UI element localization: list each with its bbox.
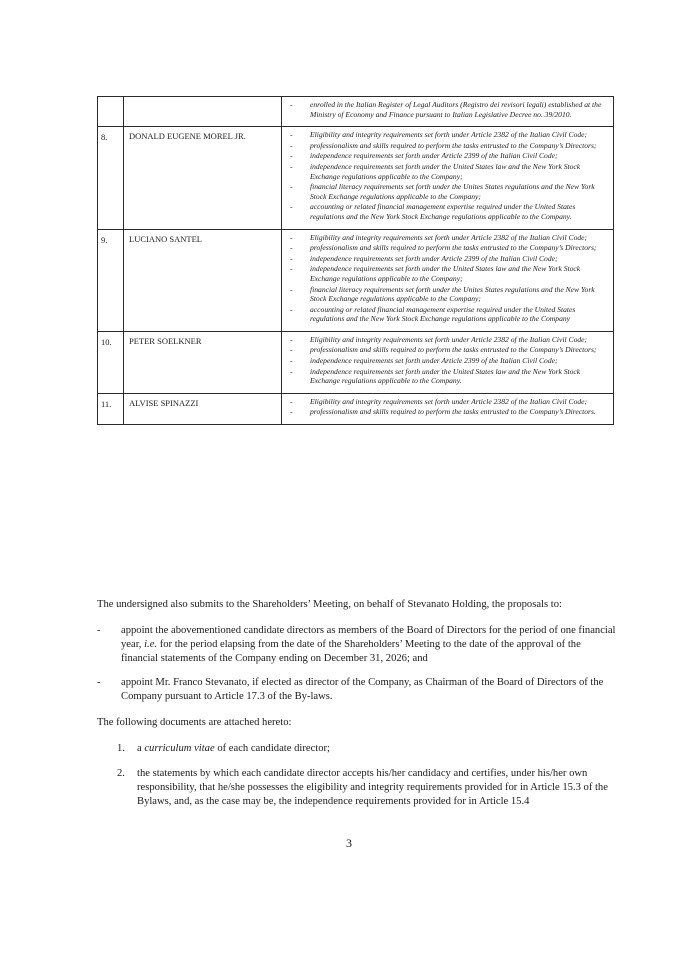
requirement-text: Eligibility and integrity requirements set forth under Article 2382 of the Italian Civil Code; <box>310 396 588 406</box>
proposal-bullet-2 <box>97 676 619 704</box>
requirement-item <box>286 182 606 201</box>
requirement-dash: - <box>290 396 293 406</box>
bullet-1-part-b: for the period elapsing from the date of the Shareholders’ Meeting to the date of the approval of the financial statements of the Company ending on December 31, 2026; and <box>121 639 581 665</box>
candidate-number: 9. <box>98 229 124 331</box>
requirement-text: accounting or related financial management expertise required under the United States regulations and the New York Stock Exchange regulations applicable to the Company. <box>310 202 576 221</box>
attachment-item-number: 1. <box>117 743 125 754</box>
requirement-dash: - <box>290 100 293 109</box>
requirement-text: professionalism and skills required to perform the tasks entrusted to the Company’s Directors; <box>310 140 597 150</box>
requirement-text: accounting or related financial management expertise required under the United States regulations and the New York Stock Exchange regulations applicable to the Company <box>310 304 576 324</box>
requirement-item <box>286 285 606 304</box>
requirement-dash: - <box>290 151 293 161</box>
requirement-text: professionalism and skills required to perform the tasks entrusted to the Company’s Directors; <box>310 243 597 253</box>
attachment-item-2 <box>97 767 619 810</box>
attachment-item-1-text <box>137 742 619 756</box>
requirement-item <box>286 100 606 119</box>
requirement-text: independence requirements set forth under the United States law and the New York Stock Exchange regulations applicable to the Company; <box>310 161 581 181</box>
requirement-dash: - <box>290 202 293 212</box>
bullet-dash: - <box>97 625 101 636</box>
requirement-dash: - <box>290 253 293 263</box>
proposal-intro: The undersigned also submits to the Shareholders’ Meeting, on behalf of Stevanato Holding, the proposals to: <box>97 599 562 610</box>
candidate-requirements <box>282 331 614 393</box>
requirement-item <box>286 335 606 345</box>
requirement-item <box>286 264 606 283</box>
requirement-item <box>286 254 606 264</box>
bullet-1-ie: i.e. <box>144 639 158 651</box>
proposal-bullet-2-text: appoint Mr. Franco Stevanato, if elected as director of the Company, as Chairman of the Board of Directors of the Company pursuant to Article 17.3 of the By-laws. <box>121 677 604 703</box>
requirement-dash: - <box>290 182 293 192</box>
candidate-row <box>98 393 614 424</box>
bullet-1-part-a: appoint the abovementioned candidate directors as members of the Board of Directors for the period of one financial year, <box>121 625 616 651</box>
requirements-list <box>286 130 606 221</box>
requirement-item <box>286 367 606 386</box>
requirement-text: independence requirements set forth under Article 2399 of the Italian Civil Code; <box>310 151 558 161</box>
candidate-number: 10. <box>98 331 124 393</box>
requirement-text: professionalism and skills required to perform the tasks entrusted to the Company’s Directors; <box>310 345 597 355</box>
requirement-text: Eligibility and integrity requirements set forth under Article 2382 of the Italian Civil Code; <box>310 130 588 140</box>
attachments-intro: The following documents are attached hereto: <box>97 717 292 728</box>
candidate-row <box>98 229 614 331</box>
attachment-item-number: 2. <box>117 768 125 779</box>
requirement-text: independence requirements set forth under the United States law and the New York Stock Exchange regulations applicable to the Company; <box>310 264 581 283</box>
bullet-dash: - <box>97 677 101 688</box>
candidate-name: ALVISE SPINAZZI <box>124 393 282 424</box>
proposal-bullet-1-text <box>121 624 619 667</box>
requirement-dash: - <box>290 366 293 376</box>
requirement-dash: - <box>290 356 293 366</box>
requirement-dash: - <box>290 407 293 417</box>
page-number: 3 <box>346 836 352 850</box>
candidate-table-body <box>98 97 614 425</box>
proposal-bullet-1 <box>97 624 619 667</box>
candidate-requirements <box>282 127 614 229</box>
candidate-row <box>98 127 614 229</box>
requirement-item <box>286 141 606 151</box>
candidate-number <box>98 97 124 127</box>
item-1-part-b: of each candidate director; <box>214 743 330 754</box>
requirement-item <box>286 305 606 324</box>
requirements-list <box>286 233 606 324</box>
requirement-dash: - <box>290 140 293 150</box>
requirement-dash: - <box>290 304 293 314</box>
requirement-dash: - <box>290 232 293 242</box>
requirement-text: independence requirements set forth under Article 2399 of the Italian Civil Code; <box>310 253 558 263</box>
requirement-item <box>286 356 606 366</box>
requirement-text: independence requirements set forth under Article 2399 of the Italian Civil Code; <box>310 356 558 366</box>
requirement-item <box>286 151 606 161</box>
requirement-dash: - <box>290 130 293 140</box>
item-1-cv: curriculum vitae <box>144 743 215 754</box>
candidate-row <box>98 331 614 393</box>
requirements-list <box>286 100 606 119</box>
candidate-row <box>98 97 614 127</box>
candidate-number: 11. <box>98 393 124 424</box>
requirement-item <box>286 162 606 181</box>
requirement-dash: - <box>290 264 293 274</box>
item-1-part-a: a <box>137 743 145 754</box>
candidate-number: 8. <box>98 127 124 229</box>
candidate-name: DONALD EUGENE MOREL JR. <box>124 127 282 229</box>
requirement-dash: - <box>290 284 293 294</box>
requirement-text: Eligibility and integrity requirements set forth under Article 2382 of the Italian Civil Code; <box>310 232 588 242</box>
candidate-requirements <box>282 393 614 424</box>
candidate-name: PETER SOELKNER <box>124 331 282 393</box>
requirement-item <box>286 243 606 253</box>
attachment-item-1 <box>97 742 619 756</box>
candidate-requirements <box>282 97 614 127</box>
requirement-text: independence requirements set forth under the United States law and the New York Stock Exchange regulations applicable to the Company. <box>310 366 581 386</box>
requirement-item <box>286 130 606 140</box>
attachment-item-2-text: the statements by which each candidate director accepts his/her candidacy and certifies, under his/her own responsibility, that he/she possesses the eligibility and integrity requirements provided for in Article 15.3 of the Bylaws, and, as the case may be, the independence requirements provided for in Article 15.4 <box>137 768 608 808</box>
requirement-item <box>286 345 606 355</box>
requirement-item <box>286 407 606 417</box>
requirement-item <box>286 233 606 243</box>
requirement-text: Eligibility and integrity requirements set forth under Article 2382 of the Italian Civil Code; <box>310 334 588 344</box>
candidate-table <box>97 96 614 425</box>
candidate-name: LUCIANO SANTEL <box>124 229 282 331</box>
requirement-text: financial literacy requirements set forth under the Unites States regulations and the New York Stock Exchange regulations applicable to the Company; <box>310 284 595 304</box>
candidate-name <box>124 97 282 127</box>
requirement-dash: - <box>290 161 293 171</box>
requirements-list <box>286 397 606 417</box>
requirement-text: professionalism and skills required to perform the tasks entrusted to the Company’s Directors. <box>310 407 596 417</box>
candidate-requirements <box>282 229 614 331</box>
requirement-text: enrolled in the Italian Register of Legal Auditors (Registro dei revisori legali) established at the Ministry of Economy and Finance pursuant to Italian Legislative Decree no. 39/2010. <box>310 100 602 119</box>
requirement-dash: - <box>290 243 293 253</box>
requirement-item <box>286 202 606 221</box>
requirement-dash: - <box>290 345 293 355</box>
requirement-text: financial literacy requirements set forth under the Unites States regulations and the New York Stock Exchange regulations applicable to the Company; <box>310 182 595 201</box>
requirements-list <box>286 335 606 386</box>
requirement-dash: - <box>290 334 293 344</box>
requirement-item <box>286 397 606 407</box>
